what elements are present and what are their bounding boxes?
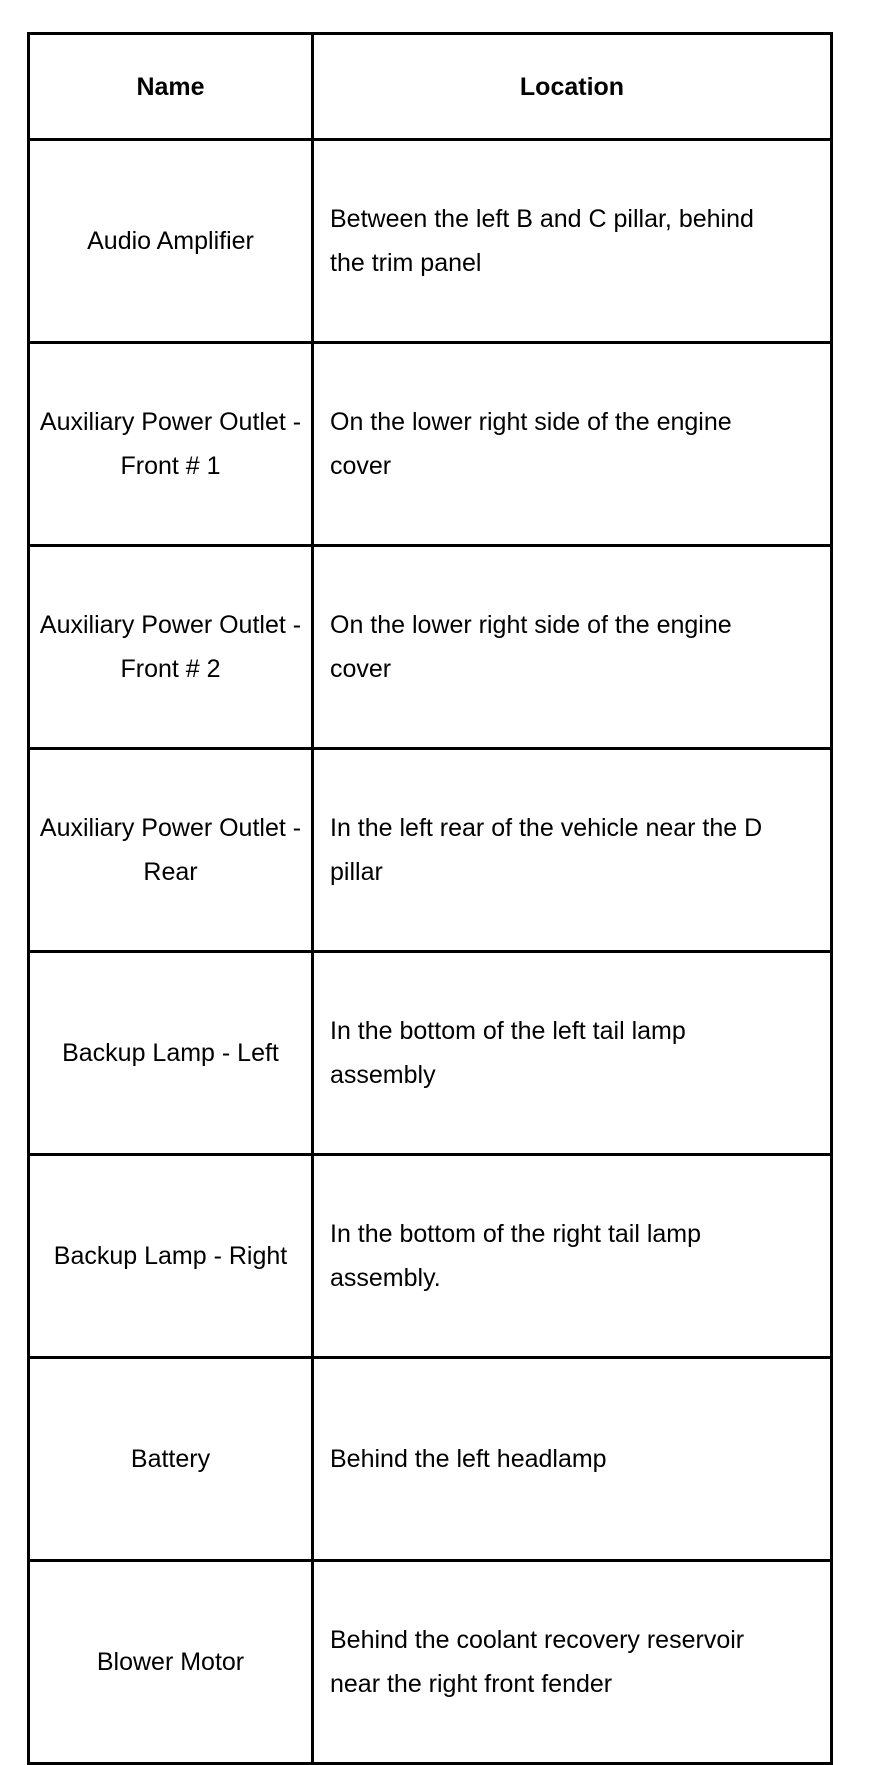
table-row (29, 1561, 832, 1764)
component-location (313, 952, 832, 1155)
component-name: Backup Lamp - Left (29, 952, 313, 1155)
component-name: Auxiliary Power Outlet - Front # 1 (29, 343, 313, 546)
table-row (29, 1358, 832, 1561)
component-name: Blower Motor (29, 1561, 313, 1764)
component-name: Audio Amplifier (29, 140, 313, 343)
component-location-text: On the lower right side of the engine cover (330, 408, 732, 480)
component-location-text: On the lower right side of the engine cover (330, 611, 732, 683)
table-header-row (29, 34, 832, 140)
table-row (29, 546, 832, 749)
table-row (29, 343, 832, 546)
component-location (313, 343, 832, 546)
component-location-text: Behind the left headlamp (330, 1445, 607, 1473)
table-row (29, 749, 832, 952)
location-column-header: Location (313, 34, 832, 140)
component-location (313, 749, 832, 952)
table-row (29, 952, 832, 1155)
component-location (313, 1155, 832, 1358)
component-name: Battery (29, 1358, 313, 1561)
component-location-text: In the left rear of the vehicle near the D pillar (330, 814, 763, 886)
component-location-text: In the bottom of the right tail lamp assembly. (330, 1220, 702, 1292)
component-location-table (27, 32, 833, 1765)
component-location (313, 1358, 832, 1561)
component-name: Auxiliary Power Outlet - Front # 2 (29, 546, 313, 749)
component-location (313, 140, 832, 343)
component-name: Backup Lamp - Right (29, 1155, 313, 1358)
component-name: Auxiliary Power Outlet - Rear (29, 749, 313, 952)
component-location-text: In the bottom of the left tail lamp assembly (330, 1017, 686, 1089)
name-column-header: Name (29, 34, 313, 140)
component-location (313, 1561, 832, 1764)
component-location-text: Between the left B and C pillar, behind the trim panel (330, 205, 754, 277)
table-row (29, 1155, 832, 1358)
component-location (313, 546, 832, 749)
table-row (29, 140, 832, 343)
component-location-text: Behind the coolant recovery reservoir near the right front fender (330, 1626, 745, 1698)
